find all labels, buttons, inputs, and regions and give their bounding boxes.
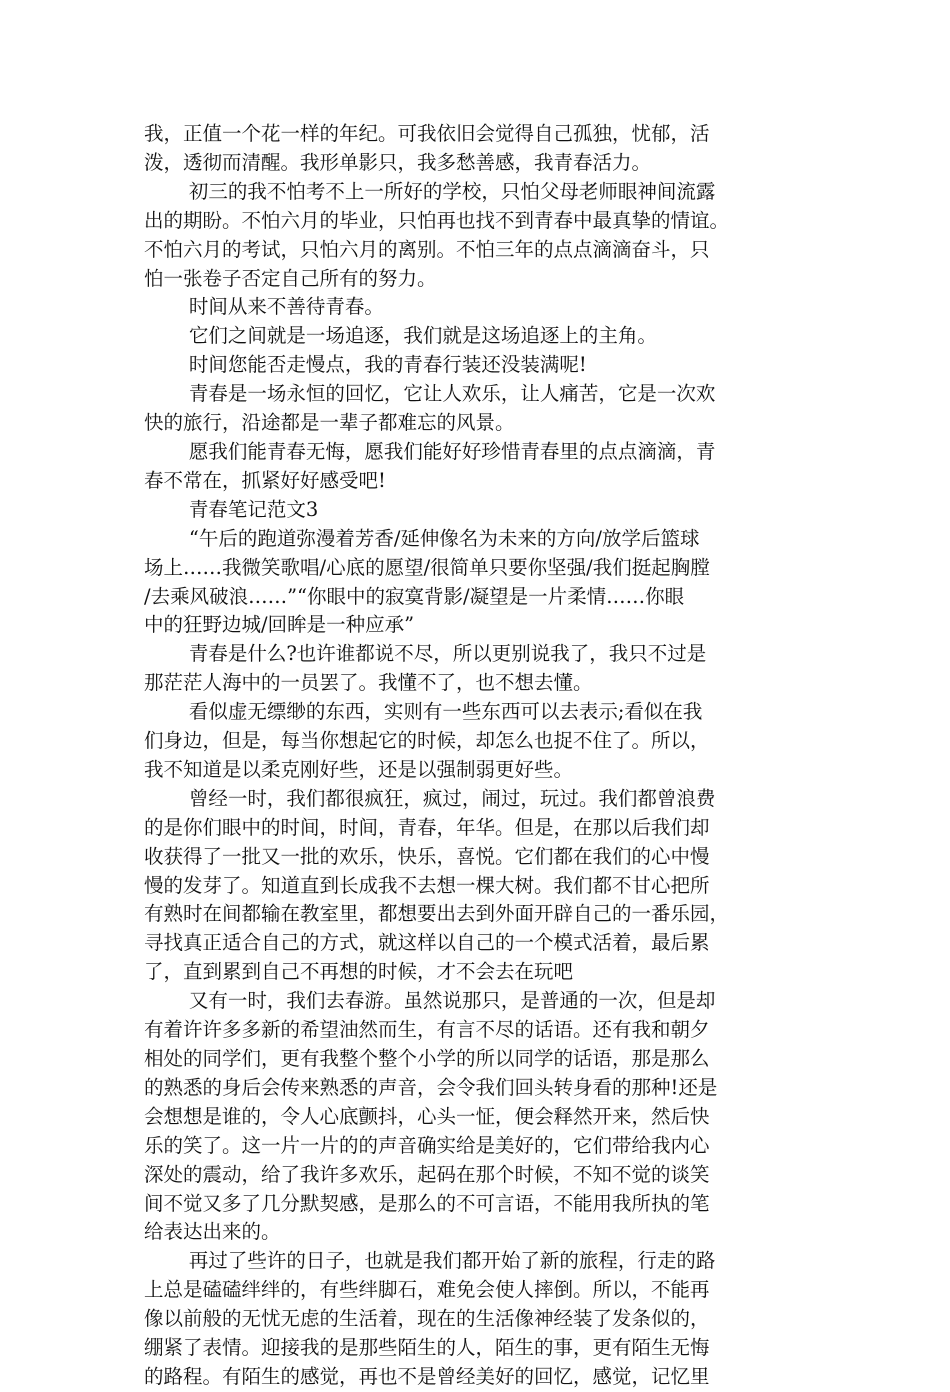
paragraph-14: 再过了些许的日子，也就是我们都开始了新的旅程，行走的路 上总是磕磕绊绊的，有些绊脚石，难免会使人摔倒。所以，不能再 像以前般的无忧无虑的生活着，现在的生活像神经装了发条似的， 绷紧了表情。迎接我的是那些陌生的人，陌生的事，更有陌生无悔 的路程。有陌生的感觉，再也不是曾经美好的回忆，感觉，记忆里 <box>144 1249 716 1388</box>
paragraph-1: 我，正值一个花一样的年纪。可我依旧会觉得自己孤独，忧郁，活 泼，透彻而清醒。我形单影只，我多愁善感，我青春活力。 <box>144 122 710 174</box>
paragraph-9: “午后的跑道弥漫着芳香/延伸像名为未来的方向/放学后篮球 场上……我微笑歌唱/心底的愿望/很简单只要你坚强/我们挺起胸膛 /去乘风破浪……”“你眼中的寂寞背影/凝望是一片柔情……你眼 中的狂野边城/回眸是一种应承” <box>144 526 710 637</box>
paragraph-4: 它们之间就是一场追逐，我们就是这场追逐上的主角。 <box>188 324 657 348</box>
paragraph-10: 青春是什么?也许谁都说不尽，所以更别说我了，我只不过是 那茫茫人海中的一员罢了。我懂不了，也不想去懂。 <box>144 642 707 695</box>
paragraph-11: 看似虚无缥缈的东西，实则有一些东西可以去表示;看似在我 们身边，但是，每当你想起它的时候，却怎么也捉不住了。所以， 我不知道是以柔克刚好些，还是以强制弱更好些。 <box>144 700 710 781</box>
paragraph-2: 初三的我不怕考不上一所好的学校，只怕父母老师眼神间流露 出的期盼。不怕六月的毕业，只怕再也找不到青春中最真挚的情谊。 不怕六月的考试，只怕六月的离别。不怕三年的点点滴滴奋斗，只 怕一张卷子否定自己所有的努力。 <box>144 179 730 290</box>
paragraph-7: 愿我们能青春无悔，愿我们能好好珍惜青春里的点点滴滴，青 春不常在，抓紧好好感受吧! <box>144 439 716 492</box>
paragraph-3: 时间从来不善待青春。 <box>188 295 384 319</box>
paragraph-13: 又有一时，我们去春游。虽然说那只，是普通的一次，但是却 有着许许多多新的希望油然而生，有言不尽的话语。还有我和朝夕 相处的同学们，更有我整个整个小学的所以同学的话语，那是那么 的熟悉的身后会传来熟悉的声音，会令我们回头转身看的那种!还是 会想想是谁的，令人心底颤抖，心头一怔，便会释然开来，然后快 乐的笑了。这一片一片的的声音确实给是美好的，它们带给我内心 深处的震动，给了我许多欢乐，起码在那个时候，不知不觉的谈笑 间不觉又多了几分默契感，是那么的不可言语，不能用我所执的笔 给表达出来的。 <box>144 989 718 1244</box>
document-body <box>144 120 810 1392</box>
paragraph-6: 青春是一场永恒的回忆，它让人欢乐，让人痛苦，它是一次欢 快的旅行，沿途都是一辈子都难忘的风景。 <box>144 382 716 435</box>
section-heading: 青春笔记范文3 <box>188 497 319 521</box>
paragraph-5: 时间您能否走慢点，我的青春行装还没装满呢! <box>188 353 587 377</box>
paragraph-12: 曾经一时，我们都很疯狂，疯过，闹过，玩过。我们都曾浪费 的是你们眼中的时间，时间，青春，年华。但是，在那以后我们却 收获得了一批又一批的欢乐，快乐，喜悦。它们都在我们的心中慢 慢的发芽了。知道直到长成我不去想一棵大树。我们都不甘心把所 有熟时在间都输在教室里，都想要出去到外面开辟自己的一番乐园， 寻找真正适合自己的方式，就这样以自己的一个模式活着，最后累 了，直到累到自己不再想的时候，才不会去在玩吧 <box>144 786 730 984</box>
